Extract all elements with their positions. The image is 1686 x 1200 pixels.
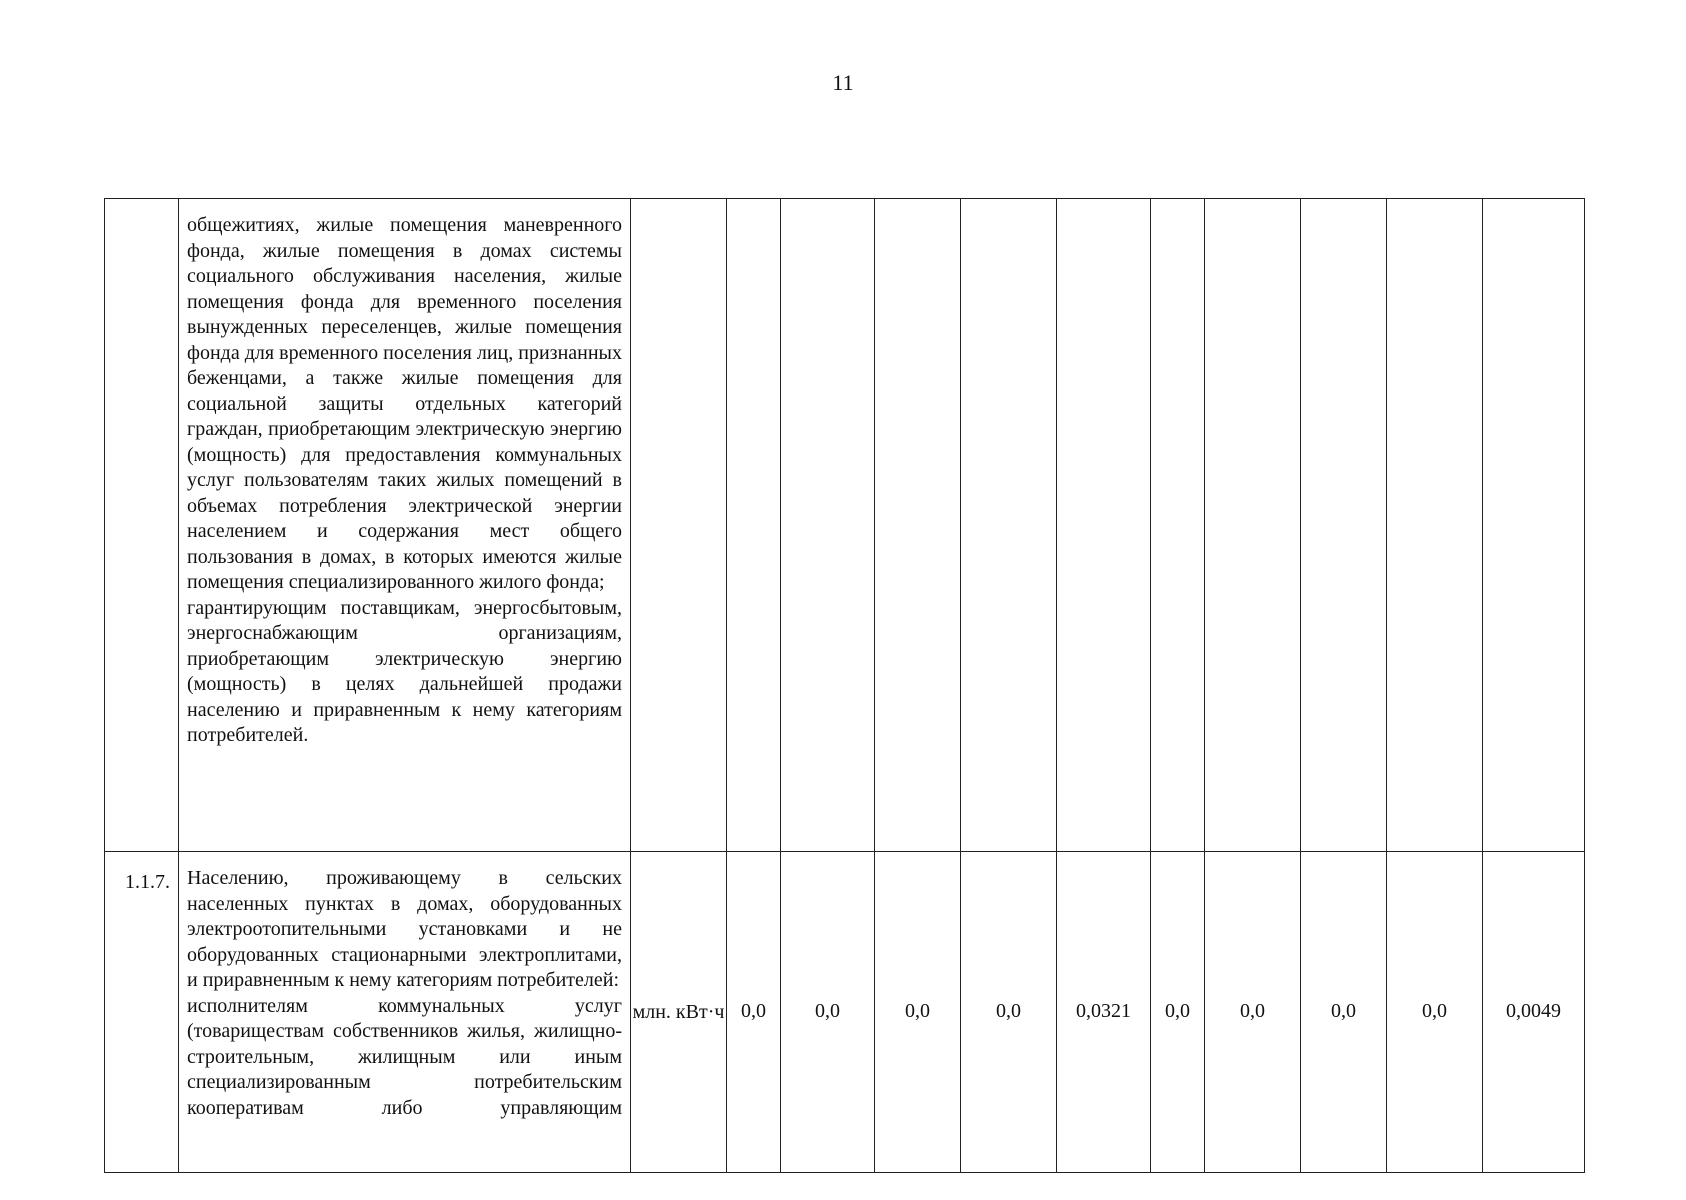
value-cell: 0,0 xyxy=(1387,852,1483,1173)
description-paragraph: Населению, проживающему в сельских населенных пунктах в домах, оборудованных электроотопительными установками и не оборудованных стационарными электроплитами, и приравненным к нему категориям потребителей: xyxy=(187,867,622,991)
value-cell: 0,0049 xyxy=(1483,852,1585,1173)
value-cell: 0,0 xyxy=(875,852,961,1173)
value-cell: 0,0 xyxy=(961,852,1057,1173)
table-row xyxy=(105,199,1585,852)
value-cell xyxy=(1057,199,1151,852)
value-cell xyxy=(1483,199,1585,852)
value-cell: 0,0 xyxy=(781,852,875,1173)
row-description xyxy=(179,199,631,852)
value-cell: 0,0 xyxy=(1151,852,1205,1173)
row-number xyxy=(105,199,179,852)
description-paragraph: гарантирующим поставщикам, энергосбытовым, энергоснабжающим организациям, приобретающим электрическую энергию (мощность) в целях дальнейшей продажи населению и приравненным к нему категориям потребителей. xyxy=(187,596,622,746)
page-number: 11 xyxy=(832,70,854,95)
value-cell xyxy=(781,199,875,852)
value-cell: 0,0 xyxy=(727,852,781,1173)
value-cell xyxy=(961,199,1057,852)
value-cell: 0,0321 xyxy=(1057,852,1151,1173)
value-cell: 0,0 xyxy=(1205,852,1301,1173)
unit-cell xyxy=(631,199,727,852)
value-cell xyxy=(1301,199,1387,852)
value-cell xyxy=(1151,199,1205,852)
value-cell xyxy=(727,199,781,852)
description-paragraph: исполнителям коммунальных услуг (товариществам собственников жилья, жилищно-строительным, жилищным или иным специализированным потребительским кооперативам либо управляющим xyxy=(187,994,622,1119)
unit-cell: млн. кВт·ч xyxy=(631,852,727,1173)
value-cell: 0,0 xyxy=(1301,852,1387,1173)
row-number: 1.1.7. xyxy=(105,852,179,1173)
value-cell xyxy=(875,199,961,852)
tariff-table xyxy=(104,198,1585,1173)
table-row xyxy=(105,852,1585,1173)
value-cell xyxy=(1205,199,1301,852)
row-description xyxy=(179,852,631,1173)
value-cell xyxy=(1387,199,1483,852)
description-paragraph: общежитиях, жилые помещения маневренного фонда, жилые помещения в домах системы социального обслуживания населения, жилые помещения фонда для временного поселения вынужденных переселенцев, жилые помещения фонда для временного поселения лиц, признанных беженцами, а также жилые помещения для социальной защиты отдельных категорий граждан, приобретающим электрическую энергию (мощность) для предоставления коммунальных услуг пользователям таких жилых помещений в объемах потребления электрической энергии населением и содержания мест общего пользования в домах, в которых имеются жилые помещения специализированного жилого фонда; xyxy=(187,214,622,593)
